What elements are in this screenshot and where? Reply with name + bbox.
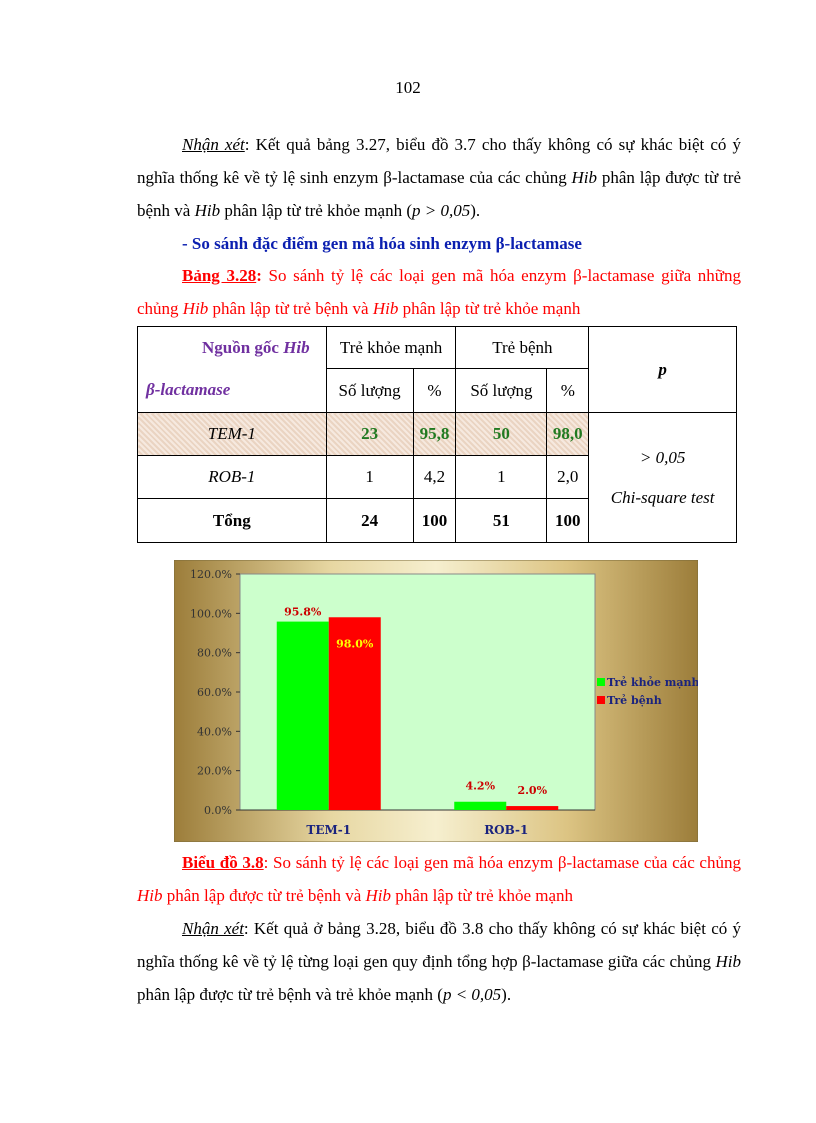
table-caption: Bảng 3.28: So sánh tỷ lệ các loại gen mã hóa enzym β-lactamase giữa những chủng Hib phân lập từ trẻ bệnh và Hib phân lập từ trẻ khỏe mạnh xyxy=(137,266,741,318)
row-name: TEM-1 xyxy=(138,413,327,456)
header-pct-healthy: % xyxy=(413,369,456,413)
cell: 24 xyxy=(326,499,413,543)
x-category-label: ROB-1 xyxy=(484,823,529,837)
y-tick-label: 120.0% xyxy=(190,568,232,581)
cell: 1 xyxy=(456,456,547,499)
bar-chart xyxy=(174,560,698,842)
header-p: p xyxy=(589,327,737,413)
p-value: > 0,05 xyxy=(639,447,686,467)
table-header-row xyxy=(138,327,737,369)
p-test: Chi-square test xyxy=(610,487,715,507)
legend-label: Trẻ bệnh xyxy=(607,694,662,707)
bar-sick-rob-1 xyxy=(506,806,558,810)
y-tick-label: 60.0% xyxy=(197,686,232,699)
row-name: ROB-1 xyxy=(138,456,327,499)
bar-healthy-tem-1 xyxy=(277,622,329,810)
y-tick-label: 80.0% xyxy=(197,646,232,660)
data-label: 95.8% xyxy=(284,605,322,619)
cell: 100 xyxy=(547,499,589,543)
row-name: Tổng xyxy=(138,499,327,543)
figure-caption-label: Biểu đồ 3.8 xyxy=(182,853,264,872)
legend-swatch xyxy=(597,696,605,704)
remark-label: Nhận xét xyxy=(182,919,244,938)
cell: 100 xyxy=(413,499,456,543)
cell: 51 xyxy=(456,499,547,543)
cell: 50 xyxy=(456,413,547,456)
section-heading: - So sánh đặc điểm gen mã hóa sinh enzym β-lactamase xyxy=(182,234,582,253)
cell: 4,2 xyxy=(413,456,456,499)
legend-swatch xyxy=(597,678,605,686)
remark-label: Nhận xét xyxy=(182,135,245,154)
y-tick-label: 40.0% xyxy=(197,725,232,739)
data-label: 2.0% xyxy=(517,784,548,798)
table-row xyxy=(138,413,737,456)
cell: 2,0 xyxy=(547,456,589,499)
header-beta-lactamase: β-lactamase xyxy=(138,369,327,413)
header-pct-sick: % xyxy=(547,369,589,413)
page-number: 102 xyxy=(395,78,421,97)
data-label: 4.2% xyxy=(465,779,496,793)
header-source: Nguồn gốc Hib xyxy=(138,327,327,369)
header-count-healthy: Số lượng xyxy=(326,369,413,413)
cell: 23 xyxy=(326,413,413,456)
p-value-cell xyxy=(589,413,737,543)
x-category-label: TEM-1 xyxy=(306,823,352,837)
paragraph-remark-1: Nhận xét: Kết quả bảng 3.27, biểu đồ 3.7 cho thấy không có sự khác biệt có ý nghĩa thống kê về tỷ lệ sinh enzym β-lactamase của các chủng Hib phân lập được từ trẻ bệnh và Hib phân lập từ trẻ khỏe mạnh (p > 0,05). xyxy=(137,135,742,220)
header-healthy: Trẻ khỏe mạnh xyxy=(326,327,456,369)
legend-label: Trẻ khỏe mạnh xyxy=(607,676,698,689)
paragraph-remark-2: Nhận xét: Kết quả ở bảng 3.28, biểu đồ 3.8 cho thấy không có sự khác biệt có ý nghĩa thống kê về tỷ lệ từng loại gen quy định tổng hợp β-lactamase giữa các chủng Hib phân lập được từ trẻ bệnh và trẻ khỏe mạnh (p < 0,05). xyxy=(137,919,742,1004)
data-label: 98.0% xyxy=(336,637,374,651)
beta-lactamase-table xyxy=(137,326,737,543)
bar-healthy-rob-1 xyxy=(454,802,506,810)
y-tick-label: 100.0% xyxy=(190,607,232,621)
header-count-sick: Số lượng xyxy=(456,369,547,413)
y-tick-label: 0.0% xyxy=(204,804,232,817)
bar-chart-svg xyxy=(174,560,698,842)
cell: 1 xyxy=(326,456,413,499)
table-caption-label: Bảng 3.28 xyxy=(182,266,257,285)
y-tick-label: 20.0% xyxy=(197,764,232,778)
header-sick: Trẻ bệnh xyxy=(456,327,589,369)
figure-caption: Biểu đồ 3.8: So sánh tỷ lệ các loại gen mã hóa enzym β-lactamase của các chủng Hib phân lập được từ trẻ bệnh và Hib phân lập từ trẻ khỏe mạnh xyxy=(137,853,741,905)
cell: 98,0 xyxy=(547,413,589,456)
cell: 95,8 xyxy=(413,413,456,456)
